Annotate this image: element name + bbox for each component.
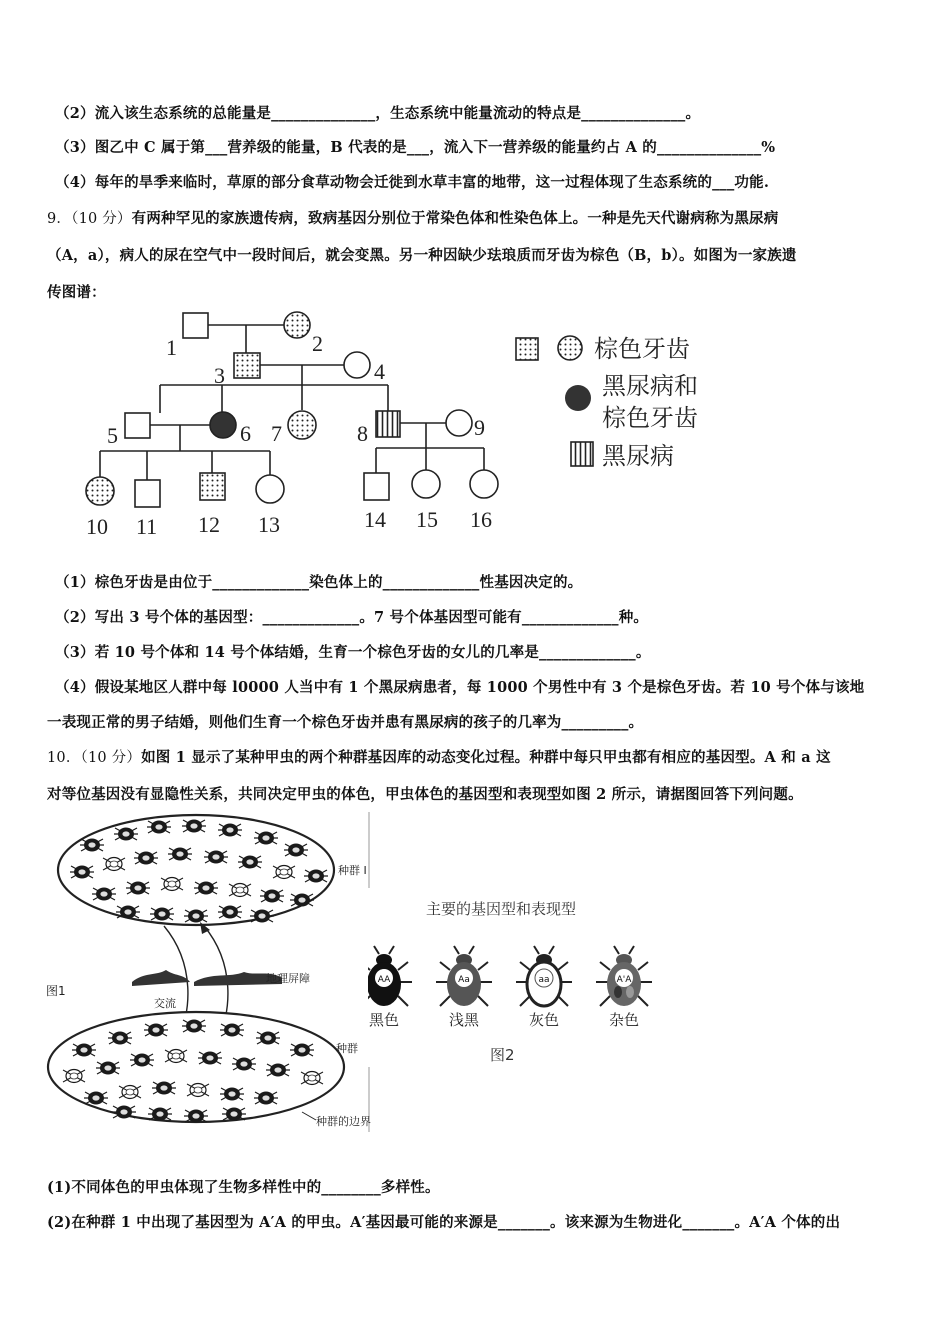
label-population-1: 种群 I <box>338 864 367 877</box>
question-10-stem-line-1 <box>47 746 910 767</box>
figure-1-caption: 图1 <box>46 984 66 998</box>
individual-3 <box>234 353 260 378</box>
label-6: 6 <box>240 421 251 446</box>
figure-1-populations <box>44 812 376 1132</box>
label-8: 8 <box>357 421 368 446</box>
label-7: 7 <box>271 421 282 446</box>
legend-circle-filled <box>565 385 591 411</box>
individual-13 <box>256 475 284 503</box>
question-8-part-2: （2）流入该生态系统的总能量是______________，生态系统中能量流动的特点是______________。 <box>55 105 701 122</box>
beetle-aprime-a-genotype: A'A <box>616 975 632 985</box>
question-10-stem-line-2: 对等位基因没有显隐性关系，共同决定甲虫的体色，甲虫体色的基因型和表现型如图 2 所示，请据图回答下列问题。 <box>47 786 803 803</box>
question-9-stem-line-2: （A，a），病人的尿在空气中一段时间后，就会变黑。另一种因缺少珐琅质而牙齿为棕色（B，b）。如图为一家族遗 <box>47 247 797 264</box>
pedigree-chart <box>80 303 510 543</box>
label-4: 4 <box>374 359 385 384</box>
individual-9 <box>446 410 472 436</box>
individual-12 <box>200 473 225 500</box>
question-9-stem-line-1 <box>47 207 910 228</box>
label-barrier: 地理屏障 <box>266 972 310 985</box>
label-11: 11 <box>136 514 158 539</box>
figure-2-caption: 图2 <box>490 1046 515 1064</box>
barrier-left <box>132 970 190 986</box>
individual-2 <box>284 312 310 338</box>
beetle-aa-light-genotype: Aa <box>458 975 470 985</box>
label-2: 2 <box>312 331 323 356</box>
legend-both-line-1: 黑尿病和 <box>602 372 698 400</box>
question-9-sub-2: （2）写出 3 号个体的基因型：_____________。7 号个体基因型可能有_____________种。 <box>55 609 649 626</box>
phenotype-grey: 灰色 <box>528 1011 560 1029</box>
pedigree-legend <box>508 322 733 482</box>
legend-circle-dotted <box>558 336 582 360</box>
label-12: 12 <box>198 512 220 537</box>
phenotype-mixed: 杂色 <box>608 1011 640 1029</box>
question-10-number: 10．（10 分） <box>47 750 142 766</box>
beetle-aa-genotype: AA <box>377 975 391 985</box>
beetle-aa-grey <box>516 946 572 1006</box>
individual-11 <box>135 480 160 507</box>
phenotype-light-black: 浅黑 <box>448 1011 480 1029</box>
question-10-stem-text: 如图 1 显示了某种甲虫的两个种群基因库的动态变化过程。种群中每只甲虫都有相应的基因型。A 和 a 这 <box>141 749 831 766</box>
label-exchange: 交流 <box>154 997 176 1010</box>
question-9-stem-text: 有两种罕见的家族遗传病，致病基因分别位于常染色体和性染色体上。一种是先天代谢病称为黑尿病 <box>131 210 779 227</box>
label-13: 13 <box>258 512 280 537</box>
question-8-part-4: （4）每年的旱季来临时，草原的部分食草动物会迁徙到水草丰富的地带，这一过程体现了生态系统的___功能. <box>55 174 770 191</box>
label-9: 9 <box>474 415 485 440</box>
individual-15 <box>412 470 440 498</box>
beetle-aa-grey-genotype: aa <box>538 975 550 985</box>
label-14: 14 <box>364 507 386 532</box>
legend-alkaptonuria: 黑尿病 <box>602 442 674 470</box>
individual-5 <box>125 413 150 438</box>
phenotype-black: 黑色 <box>368 1011 400 1029</box>
label-boundary: 种群的边界 <box>316 1115 371 1128</box>
beetle-aprime-a-mixed <box>596 946 652 1006</box>
label-16: 16 <box>470 507 492 532</box>
question-9-sub-4-line-2: 一表现正常的男子结婚，则他们生育一个棕色牙齿并患有黑尿病的孩子的几率为_________。 <box>47 714 644 731</box>
legend-square-striped <box>571 442 593 466</box>
question-9-sub-3: （3）若 10 号个体和 14 号个体结婚，生育一个棕色牙齿的女儿的几率是_____________。 <box>55 644 651 661</box>
beetle-aa-black <box>368 946 412 1006</box>
individual-16 <box>470 470 498 498</box>
figure-2-genotypes <box>368 890 658 1070</box>
beetle-aa-light-black <box>436 946 492 1006</box>
legend-both-line-2: 棕色牙齿 <box>602 404 698 432</box>
question-10-sub-1: (1)不同体色的甲虫体现了生物多样性中的________多样性。 <box>47 1179 440 1196</box>
question-9-sub-1: （1）棕色牙齿是由位于_____________染色体上的_____________性基因决定的。 <box>55 574 583 591</box>
individual-1 <box>183 313 208 338</box>
label-5: 5 <box>107 423 118 448</box>
question-8-part-3: （3）图乙中 C 属于第___营养级的能量，B 代表的是___，流入下一营养级的能量约占 A 的______________% <box>55 139 776 156</box>
question-9-stem-line-3: 传图谱： <box>47 284 106 301</box>
label-population-2: 种群 <box>336 1042 358 1055</box>
label-15: 15 <box>416 507 438 532</box>
label-1: 1 <box>166 335 177 360</box>
individual-4 <box>344 352 370 378</box>
individual-6 <box>210 412 236 438</box>
question-10-sub-2: (2)在种群 1 中出现了基因型为 A′A 的甲虫。A′基因最可能的来源是_______。该来源为生物进化_______。A′A 个体的出 <box>47 1214 841 1231</box>
question-9-number: 9．（10 分） <box>47 211 132 227</box>
label-10: 10 <box>86 514 108 539</box>
legend-brown-teeth: 棕色牙齿 <box>594 335 690 363</box>
question-9-sub-4-line-1: （4）假设某地区人群中每 l0000 人当中有 1 个黑尿病患者，每 1000 个男性中有 3 个是棕色牙齿。若 10 号个体与该地 <box>55 679 865 696</box>
individual-7 <box>288 411 316 439</box>
legend-square-dotted <box>516 338 538 360</box>
figure-2-title: 主要的基因型和表现型 <box>426 900 577 918</box>
individual-8 <box>376 411 400 437</box>
label-3: 3 <box>214 363 225 388</box>
individual-10 <box>86 477 114 505</box>
individual-14 <box>364 473 389 500</box>
